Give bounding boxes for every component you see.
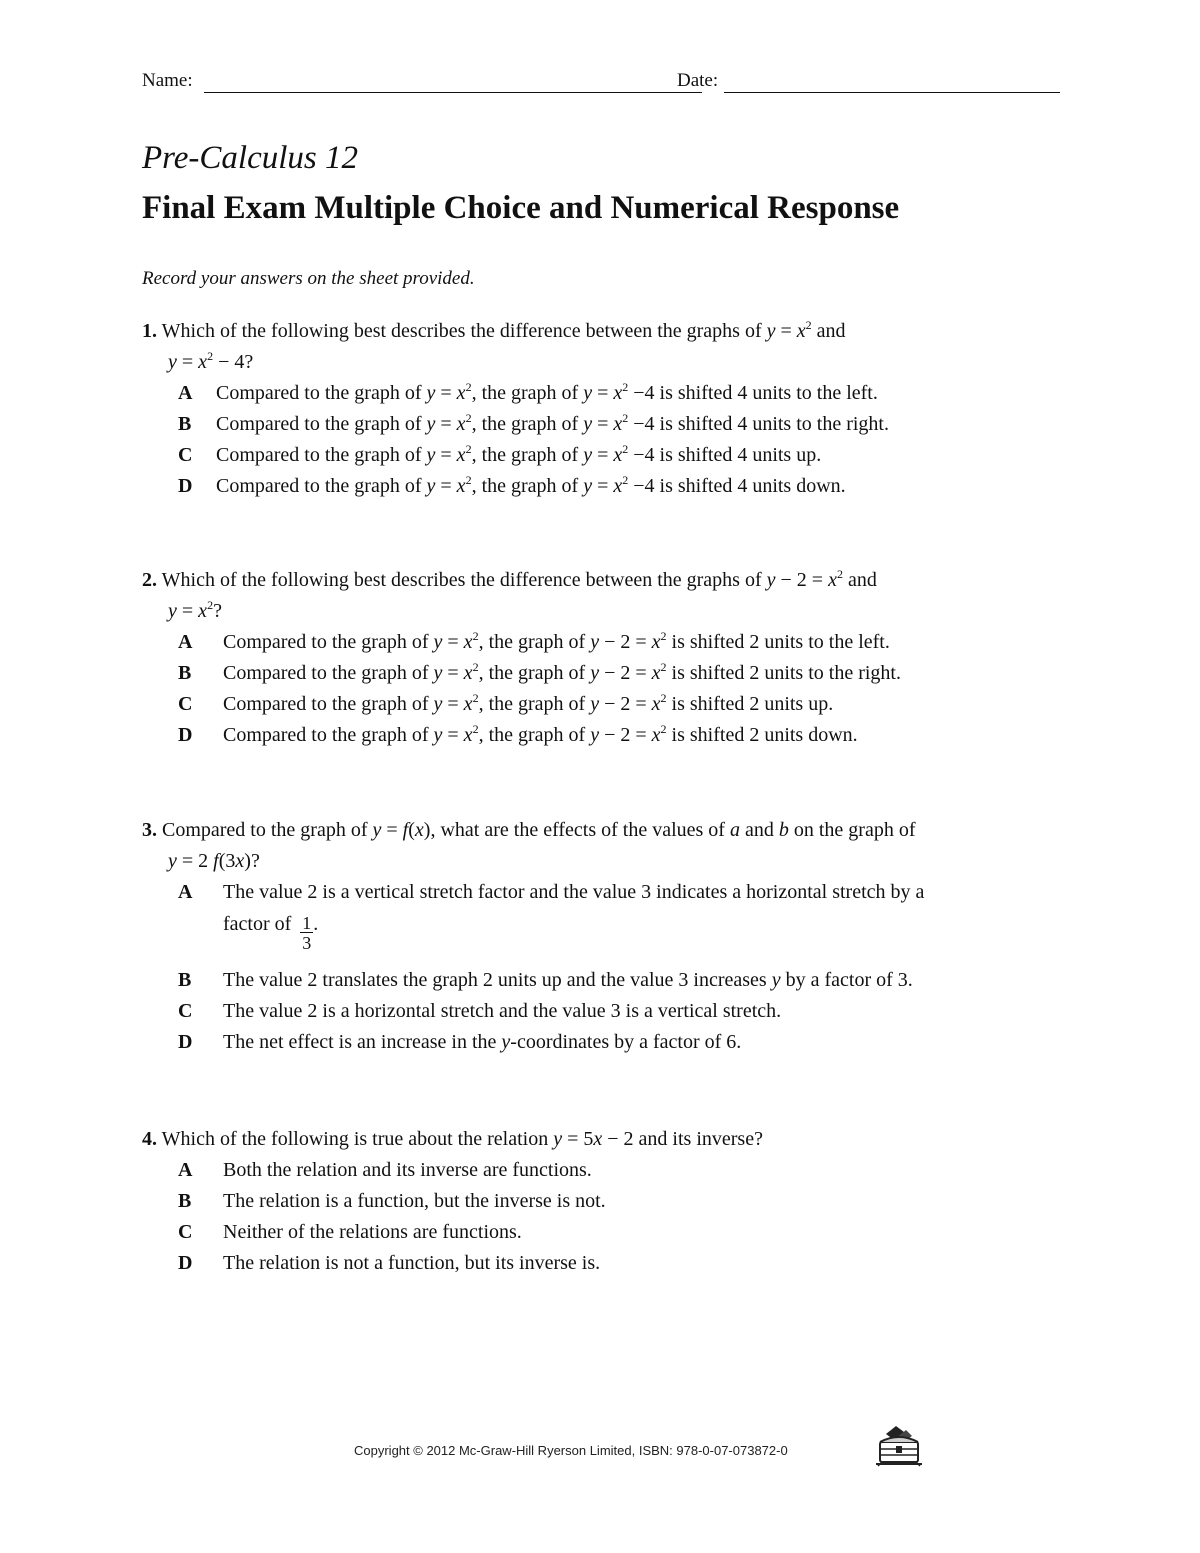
option-c[interactable] <box>142 1217 1062 1248</box>
option-text: Compared to the graph of $y = x^2$, the graph of $y - 2 = x^2$ is shifted 2 units up. <box>223 691 834 715</box>
question-4 <box>142 1124 1062 1279</box>
option-letter: A <box>178 1159 193 1181</box>
question-2-stem-cont: $y = x^2$? <box>168 598 222 622</box>
option-letter: C <box>178 1000 193 1022</box>
option-letter: C <box>178 693 193 715</box>
course-title: Pre-Calculus 12 <box>142 140 358 176</box>
option-text: Compared to the graph of $y = x^2$, the graph of $y - 2 = x^2$ is shifted 2 units to the right. <box>223 660 901 684</box>
option-a[interactable] <box>142 1155 1062 1186</box>
option-b[interactable] <box>142 409 1062 440</box>
option-letter: B <box>178 1190 192 1212</box>
question-3 <box>142 815 1062 1058</box>
option-c[interactable] <box>142 689 1062 720</box>
option-letter: A <box>178 881 193 903</box>
option-letter: A <box>178 631 193 653</box>
option-a[interactable] <box>142 627 1062 658</box>
question-2-stem: 2. Which of the following best describes the difference between the graphs of $y - 2 = x^2$ and <box>142 567 877 591</box>
option-letter: D <box>178 724 193 746</box>
option-letter: B <box>178 662 192 684</box>
option-text: The value 2 is a horizontal stretch and the value 3 is a vertical stretch. <box>223 1000 782 1022</box>
date-label: Date: <box>677 70 719 91</box>
option-letter: B <box>178 413 192 435</box>
fraction: $\frac{1}{3}$ <box>302 913 312 953</box>
option-d[interactable] <box>142 471 1062 502</box>
instructions: Record your answers on the sheet provided. <box>142 268 475 289</box>
option-b[interactable] <box>142 965 1062 996</box>
question-number: 4. <box>142 1128 157 1150</box>
exam-title: Final Exam Multiple Choice and Numerical Response <box>142 190 900 226</box>
option-text: Compared to the graph of $y = x^2$, the graph of $y = x^2 -4$ is shifted 4 units to the right. <box>216 411 889 435</box>
option-letter: C <box>178 1221 193 1243</box>
option-text: The value 2 translates the graph 2 units up and the value 3 increases y by a factor of 3. <box>223 969 913 991</box>
option-d[interactable] <box>142 1027 1062 1058</box>
option-c[interactable] <box>142 996 1062 1027</box>
question-1-stem: 1. Which of the following best describes the difference between the graphs of $y = x^2$ and <box>142 318 846 342</box>
option-b[interactable] <box>142 658 1062 689</box>
question-number: 3. <box>142 819 157 841</box>
option-text: Compared to the graph of $y = x^2$, the graph of $y - 2 = x^2$ is shifted 2 units down. <box>223 722 858 746</box>
publisher-chest-logo-icon <box>872 1422 926 1468</box>
option-d[interactable] <box>142 1248 1062 1279</box>
option-text: The relation is a function, but the inverse is not. <box>223 1190 606 1212</box>
name-line <box>204 92 702 93</box>
option-c[interactable] <box>142 440 1062 471</box>
option-text: Compared to the graph of $y = x^2$, the graph of $y = x^2 -4$ is shifted 4 units to the left. <box>216 380 878 404</box>
option-text: Both the relation and its inverse are functions. <box>223 1159 592 1181</box>
date-line <box>724 92 1060 93</box>
option-text: The relation is not a function, but its inverse is. <box>223 1252 601 1274</box>
name-label: Name: <box>142 70 193 91</box>
option-text: The value 2 is a vertical stretch factor and the value 3 indicates a horizontal stretch by a <box>223 881 925 903</box>
option-letter: B <box>178 969 192 991</box>
option-letter: C <box>178 444 193 466</box>
option-text: Compared to the graph of $y = x^2$, the graph of $y - 2 = x^2$ is shifted 2 units to the left. <box>223 629 890 653</box>
question-4-stem: 4. Which of the following is true about the relation y = 5x − 2 and its inverse? <box>142 1128 763 1150</box>
option-text: Neither of the relations are functions. <box>223 1221 522 1243</box>
option-a[interactable] <box>142 877 1062 953</box>
option-letter: A <box>178 382 193 404</box>
question-3-stem-cont: y = 2 f(3x)? <box>168 850 260 872</box>
option-b[interactable] <box>142 1186 1062 1217</box>
option-text: Compared to the graph of $y = x^2$, the graph of $y = x^2 -4$ is shifted 4 units up. <box>216 442 822 466</box>
option-text-cont: factor of $\frac{1}{3}$ . <box>223 913 319 953</box>
name-date-bar <box>142 70 1060 100</box>
question-number: 2. <box>142 569 157 591</box>
question-2 <box>142 565 1062 751</box>
option-d[interactable] <box>142 720 1062 751</box>
question-1 <box>142 316 1062 502</box>
question-number: 1. <box>142 320 157 342</box>
copyright-footer: Copyright © 2012 Mc-Graw-Hill Ryerson Limited, ISBN: 978-0-07-073872-0 <box>354 1443 788 1458</box>
option-text: The net effect is an increase in the y-coordinates by a factor of 6. <box>223 1031 742 1053</box>
option-letter: D <box>178 475 193 497</box>
option-text: Compared to the graph of $y = x^2$, the graph of $y = x^2 -4$ is shifted 4 units down. <box>216 473 846 497</box>
option-letter: D <box>178 1252 193 1274</box>
option-a[interactable] <box>142 378 1062 409</box>
option-letter: D <box>178 1031 193 1053</box>
question-3-stem: 3. Compared to the graph of y = f(x), what are the effects of the values of a and b on the graph of <box>142 819 916 841</box>
question-1-stem-cont: $y = x^2 - 4$? <box>168 349 254 373</box>
